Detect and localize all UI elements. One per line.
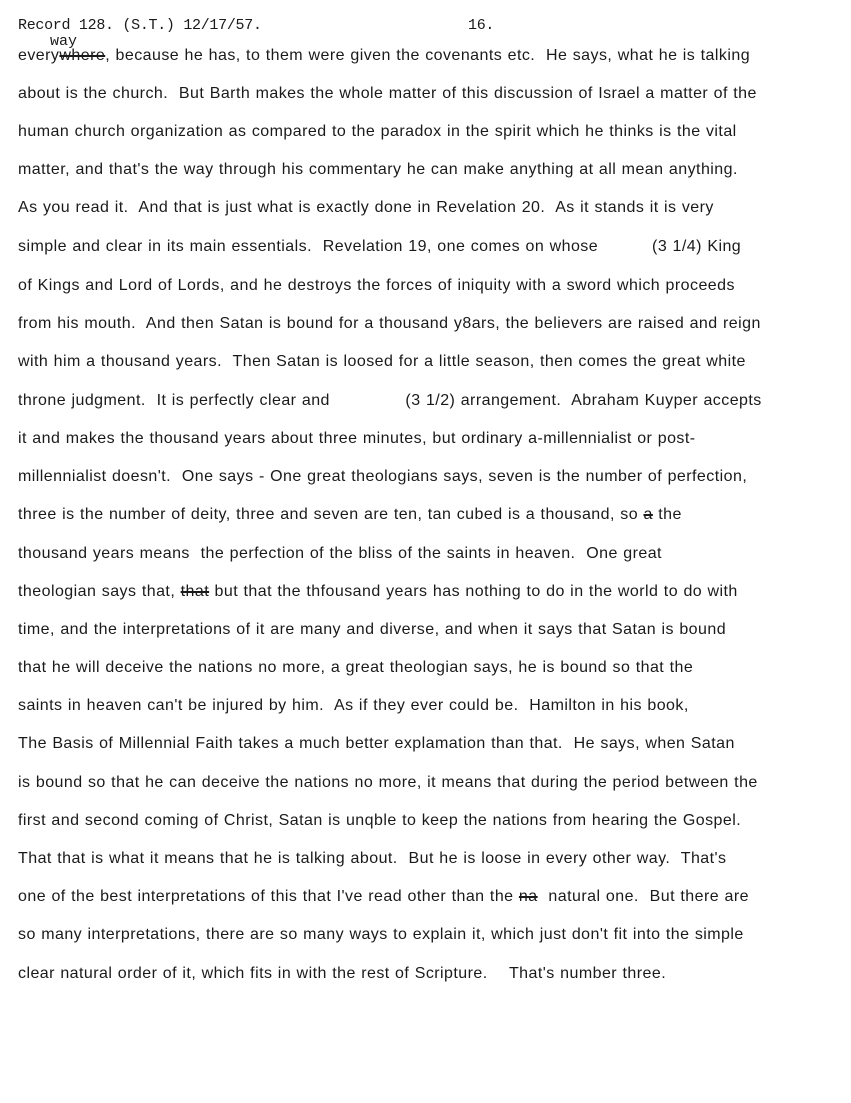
text-segment: theologian says that,	[18, 583, 181, 600]
text-line	[18, 85, 757, 103]
text-segment: from his mouth. And then Satan is bound for a thousand y8ars, the believers are raised and reign	[18, 315, 761, 332]
text-segment: natural one. But there are	[537, 888, 749, 905]
text-line	[18, 965, 666, 983]
text-segment: every	[18, 47, 60, 64]
struck-text: that	[180, 583, 210, 600]
text-line	[18, 697, 689, 715]
text-segment: so many interpretations, there are so many ways to explain it, which just don't fit into the simple	[18, 926, 744, 943]
text-line	[18, 735, 735, 753]
text-segment: millennialist doesn't. One says - One great theologians says, seven is the number of perfection,	[18, 468, 748, 485]
text-line	[18, 277, 735, 295]
text-segment: first and second coming of Christ, Satan is unqble to keep the nations from hearing the Gospel.	[18, 812, 742, 829]
text-line	[18, 926, 744, 944]
struck-text: where	[59, 47, 106, 64]
text-segment: of Kings and Lord of Lords, and he destroys the forces of iniquity with a sword which proceeds	[18, 277, 735, 294]
struck-text: na	[518, 888, 538, 905]
text-segment: with him a thousand years. Then Satan is loosed for a little season, then comes the great white	[18, 353, 746, 370]
text-line	[18, 506, 682, 524]
text-segment: simple and clear in its main essentials. Revelation 19, one comes on whose (3 1/4) King	[18, 238, 742, 255]
text-segment: matter, and that's the way through his commentary he can make anything at all mean anything.	[18, 161, 738, 178]
text-segment: is bound so that he can deceive the nations no more, it means that during the period between the	[18, 774, 758, 791]
text-line	[18, 430, 696, 448]
text-line	[18, 812, 741, 830]
text-segment: about is the church. But Barth makes the whole matter of this discussion of Israel a matter of the	[18, 85, 757, 102]
text-segment: three is the number of deity, three and seven are ten, tan cubed is a thousand, so	[18, 506, 644, 523]
handwritten-insertion: way	[50, 33, 78, 50]
text-line	[18, 888, 749, 906]
record-header: Record 128. (S.T.) 12/17/57.	[18, 17, 262, 34]
page-number: 16.	[468, 17, 495, 34]
text-line	[18, 199, 714, 217]
text-line	[18, 545, 662, 563]
text-segment: but that the thfousand years has nothing to do in the world to do with	[209, 583, 738, 600]
text-line	[18, 621, 726, 639]
text-line	[18, 392, 762, 410]
text-line	[18, 850, 727, 868]
text-line	[18, 468, 747, 486]
text-line	[18, 123, 737, 141]
text-line	[18, 583, 738, 601]
text-segment: The Basis of Millennial Faith takes a much better explamation than that. He says, when Satan	[18, 735, 735, 752]
text-line	[18, 238, 741, 256]
text-line	[18, 774, 758, 792]
text-line	[18, 161, 738, 179]
text-line	[18, 659, 693, 677]
text-segment: that he will deceive the nations no more, a great theologian says, he is bound so that the	[18, 659, 694, 676]
text-line	[18, 353, 746, 371]
text-segment: throne judgment. It is perfectly clear and (3 1/2) arrangement. Abraham Kuyper accepts	[18, 392, 762, 409]
text-segment: time, and the interpretations of it are many and diverse, and when it says that Satan is bound	[18, 621, 727, 638]
text-segment: one of the best interpretations of this that I've read other than the	[18, 888, 519, 905]
struck-text: a	[643, 506, 653, 523]
text-segment: That that is what it means that he is talking about. But he is loose in every other way. That's	[18, 850, 727, 867]
text-segment: saints in heaven can't be injured by him. As if they ever could be. Hamilton in his book,	[18, 697, 689, 714]
text-segment: human church organization as compared to the paradox in the spirit which he thinks is the vital	[18, 123, 737, 140]
text-line	[18, 315, 761, 333]
text-line	[18, 47, 750, 65]
text-segment: clear natural order of it, which fits in with the rest of Scripture. That's number three.	[18, 965, 667, 982]
text-segment: , because he has, to them were given the covenants etc. He says, what he is talking	[105, 47, 751, 64]
text-segment: As you read it. And that is just what is exactly done in Revelation 20. As it stands it is very	[18, 199, 714, 216]
text-segment: thousand years means the perfection of the bliss of the saints in heaven. One great	[18, 545, 662, 562]
text-segment: the	[652, 506, 682, 523]
text-segment: it and makes the thousand years about three minutes, but ordinary a-millennialist or post-	[18, 430, 696, 447]
